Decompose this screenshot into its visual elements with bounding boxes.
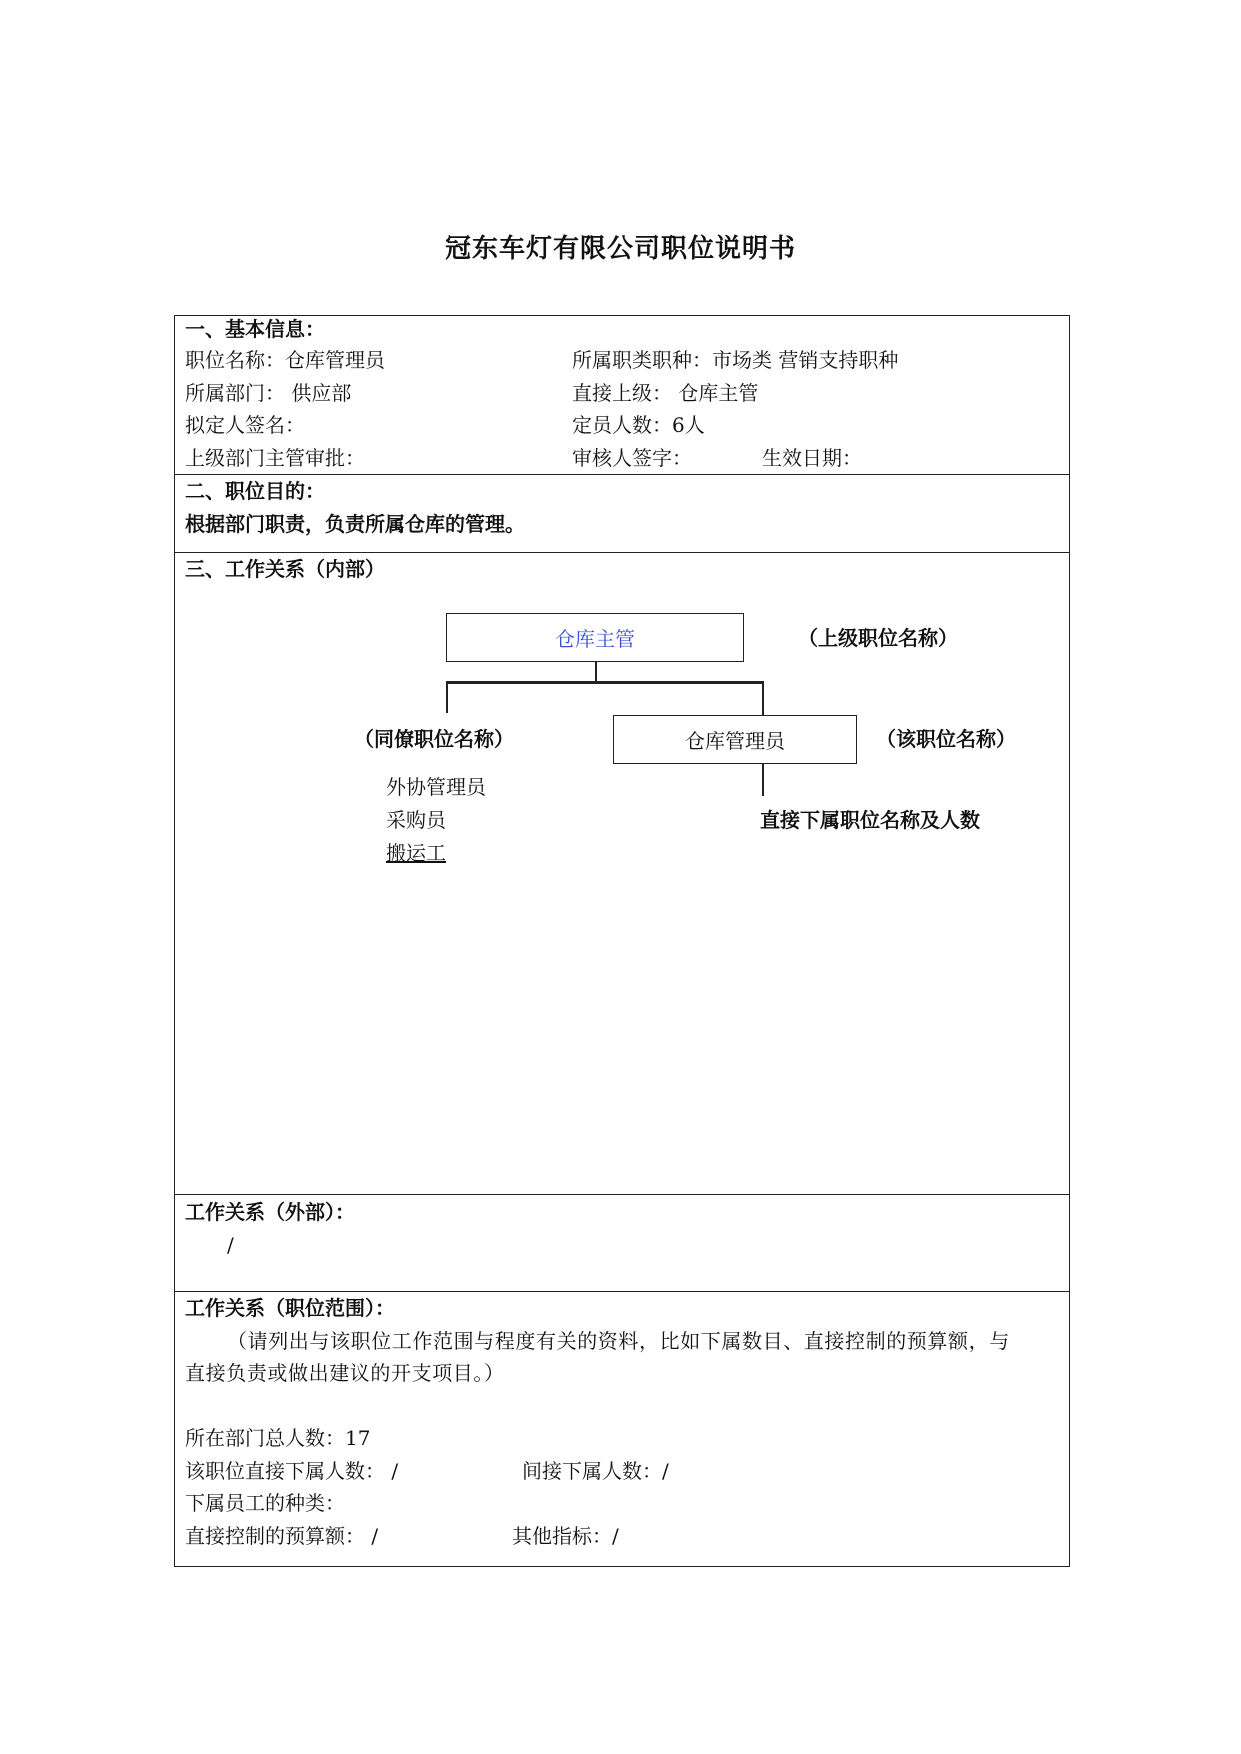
direct-subordinate-count: 该职位直接下属人数： / [185, 1459, 399, 1483]
document-title: 冠东车灯有限公司职位说明书 [444, 234, 796, 264]
section-external-relations-heading: 工作关系（外部）： [185, 1200, 355, 1224]
drafter-signature: 拟定人签名： [185, 413, 305, 437]
peer-caption: （同僚职位名称） [354, 727, 514, 751]
section-internal-relations-heading: 三、工作关系（内部） [185, 557, 385, 581]
superior-approval: 上级部门主管审批： [185, 446, 365, 470]
section-scope-heading: 工作关系（职位范围）： [185, 1296, 395, 1320]
section-purpose-heading: 二、职位目的： [185, 479, 325, 503]
divider [174, 1291, 1070, 1292]
org-connector [762, 681, 764, 715]
divider [174, 474, 1070, 475]
peer-item: 搬运工 [386, 841, 446, 865]
scope-note-line2: 直接负责或做出建议的开支项目。） [185, 1361, 505, 1385]
indirect-subordinate-count: 间接下属人数：/ [522, 1459, 669, 1483]
position-purpose: 根据部门职责，负责所属仓库的管理。 [185, 512, 525, 536]
department-total: 所在部门总人数：17 [185, 1426, 371, 1450]
headcount: 定员人数：6人 [572, 413, 705, 437]
section-basic-info-heading: 一、基本信息： [185, 317, 325, 341]
org-connector [595, 662, 597, 681]
supervisor-box-label: 仓库主管 [555, 627, 635, 651]
org-connector [446, 681, 448, 713]
divider [174, 552, 1070, 553]
org-connector [446, 681, 764, 684]
effective-date: 生效日期： [762, 446, 862, 470]
reviewer-signature: 审核人签字： [572, 446, 692, 470]
peer-item: 采购员 [386, 808, 446, 832]
supervisor-box [446, 613, 744, 662]
self-position-label: 仓库管理员 [685, 729, 785, 753]
subordinate-types: 下属员工的种类： [185, 1491, 345, 1515]
external-relations-value: / [227, 1233, 234, 1257]
subordinate-caption: 直接下属职位名称及人数 [760, 808, 980, 832]
other-indicators: 其他指标：/ [512, 1524, 619, 1548]
org-connector [762, 764, 764, 796]
self-position-box [613, 715, 857, 764]
peer-item: 外协管理员 [386, 775, 486, 799]
direct-supervisor: 直接上级： 仓库主管 [572, 381, 759, 405]
self-caption: （该职位名称） [876, 727, 1016, 751]
direct-budget: 直接控制的预算额： / [185, 1524, 379, 1548]
department: 所属部门： 供应部 [185, 381, 352, 405]
divider [174, 1194, 1070, 1195]
position-name: 职位名称：仓库管理员 [185, 348, 385, 372]
scope-note-line1: （请列出与该职位工作范围与程度有关的资料，比如下属数目、直接控制的预算额，与 [227, 1329, 1010, 1353]
job-category: 所属职类职种：市场类 营销支持职种 [572, 348, 899, 372]
supervisor-caption: （上级职位名称） [798, 626, 958, 650]
